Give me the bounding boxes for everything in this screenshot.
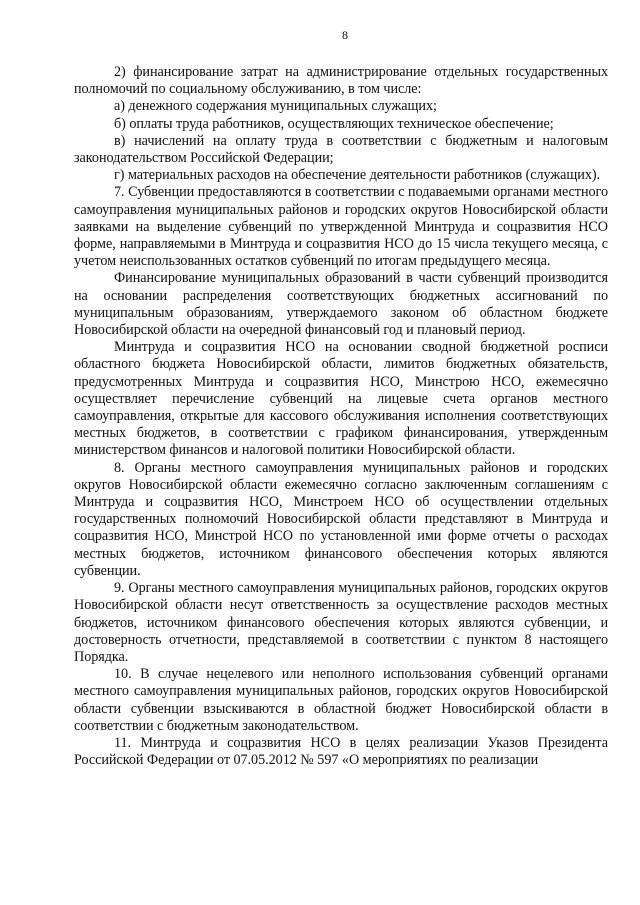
- page-number: 8: [342, 28, 348, 42]
- paragraph-clause-11: 11. Минтруда и соцразвития НСО в целях реализации Указов Президента Российской Федерации от 07.05.2012 № 597 «О мероприятиях по реализации: [74, 734, 608, 769]
- paragraph-clause-10: 10. В случае нецелевого или неполного использования субвенций органами местного самоуправления муниципальных районов, городских округов Новосибирской области субвенции взыскиваются в областной бюджет Новосибирской области в соответствии с бюджетным законодательством.: [74, 666, 608, 734]
- paragraph-subitem-g: г) материальных расходов на обеспечение деятельности работников (служащих).: [114, 167, 601, 184]
- paragraph-clause-8: 8. Органы местного самоуправления муниципальных районов и городских округов Новосибирской области ежемесячно согласно заключенным соглашениям с Минтруда и соцразвития НСО, Минстроем НСО об осуществлении отдельных государственных полномочий Новосибирской области представляют в Минтруда и соцразвития НСО, Минстрой НСО по установленной ими форме отчеты о расходах местных бюджетов, источником финансового обеспечения которых являются субвенции.: [74, 459, 608, 579]
- paragraph-financing: Финансирование муниципальных образований в части субвенций производится на основании распределения соответствующих бюджетных ассигнований по муниципальным образованиям, утверждаемого законом об областном бюджете Новосибирской области на очередной финансовый год и плановый период.: [74, 270, 608, 339]
- paragraph-clause-9: 9. Органы местного самоуправления муниципальных районов, городских округов Новосибирской области несут ответственность за осуществление расходов местных бюджетов, источником финансового обеспечения которых являются субвенции, и достоверность отчетности, представляемой в соответствии с пунктом 8 настоящего Порядка.: [74, 580, 608, 665]
- paragraph-clause-7: 7. Субвенции предоставляются в соответствии с подаваемыми органами местного самоуправления муниципальных районов и городских округов Новосибирской области заявками на выделение субвенций по утвержденной Минтруда и соцразвития НСО форме, направляемыми в Минтруда и соцразвития НСО до 15 числа текущего месяца, с учетом неиспользованных остатков субвенций по итогам предыдущего месяца.: [74, 184, 608, 270]
- paragraph-subitem-v: в) начислений на оплату труда в соответствии с бюджетным и налоговым законодательством Российской Федерации;: [74, 132, 608, 167]
- paragraph-subitem-a: а) денежного содержания муниципальных служащих;: [114, 98, 437, 115]
- paragraph-subitem-b: б) оплаты труда работников, осуществляющих техническое обеспечение;: [114, 115, 554, 132]
- paragraph-item-2: 2) финансирование затрат на администрирование отдельных государственных полномочий по социальному обслуживанию, в том числе:: [74, 64, 608, 98]
- paragraph-transfer: Минтруда и соцразвития НСО на основании сводной бюджетной росписи областного бюджета Новосибирской области, лимитов бюджетных обязательств, предусмотренных Минтруда и соцразвития НСО, Минстрою НСО, ежемесячно осуществляет перечисление субвенций на лицевые счета органов местного самоуправления, открытые для кассового обслуживания исполнения соответствующих местных бюджетов, в соответствии с графиком финансирования, утвержденным министерством финансов и налоговой политики Новосибирской области.: [74, 339, 608, 459]
- document-body: [74, 64, 608, 769]
